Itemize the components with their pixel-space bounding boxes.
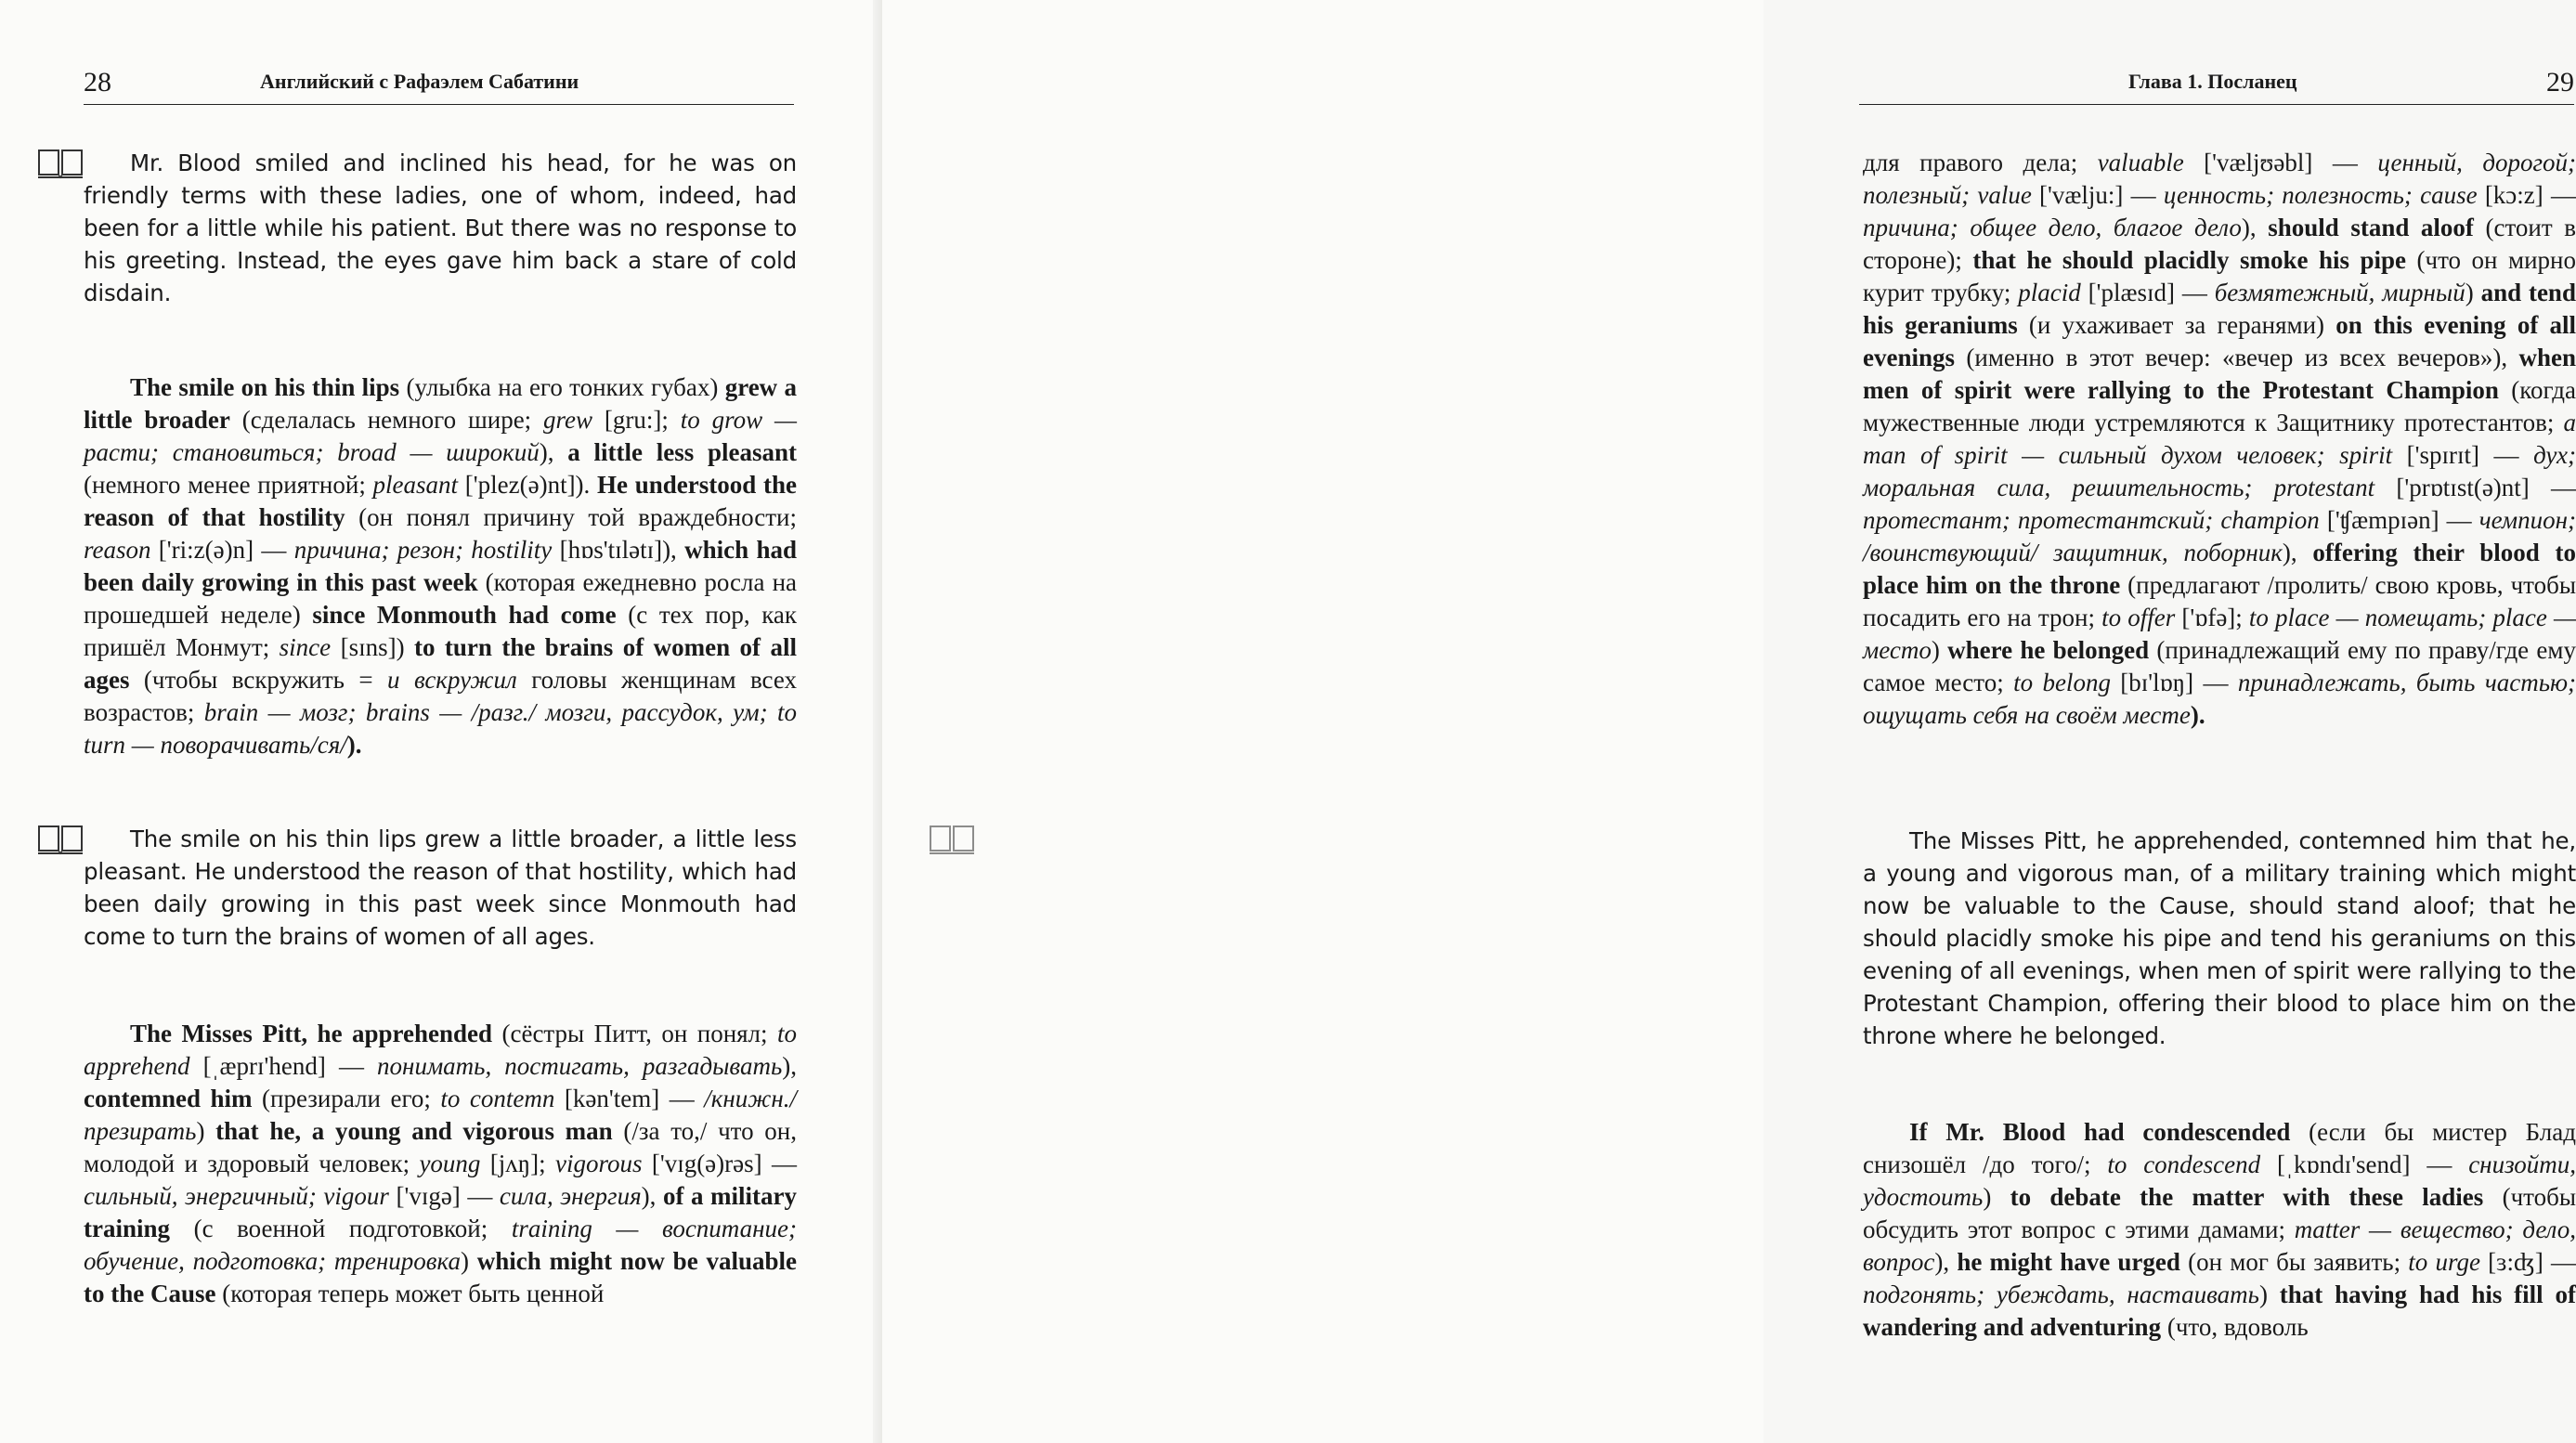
gloss-italic: to place — помещать; place — место xyxy=(1863,604,2576,664)
open-book-icon xyxy=(929,825,975,856)
translation-text: (которая ежедневно росла на прошедшей неделе) xyxy=(84,568,797,629)
translation-text: [jʌŋ]; xyxy=(480,1150,555,1177)
translation-text: (предлагают /пролить/ свою кровь, чтобы посадить его на трон; xyxy=(1863,571,2576,631)
page-number-left: 28 xyxy=(84,67,111,98)
annotated-paragraph-4 xyxy=(1863,1116,2576,1344)
gloss-italic: to contemn xyxy=(440,1085,555,1112)
translation-text: ) xyxy=(2258,1280,2280,1308)
gloss-italic: протестант; протестантский; champion xyxy=(1863,506,2320,534)
english-phrase: The Misses Pitt, he apprehended xyxy=(130,1020,493,1047)
annotated-text xyxy=(1863,147,2576,732)
english-phrase: he might have urged xyxy=(1957,1248,2180,1276)
translation-text: ), xyxy=(1934,1248,1958,1276)
translation-text: ), xyxy=(539,438,568,466)
translation-text: для правого дела; xyxy=(1863,149,2098,176)
translation-text: (презирали его; xyxy=(252,1085,441,1112)
gloss-italic: ценность; полезность; cause xyxy=(2163,181,2478,209)
gloss-italic: безмятежный, мирный xyxy=(2214,279,2465,306)
translation-text: (сделалась немного шире; xyxy=(229,406,544,434)
running-head-right: Глава 1. Посланец xyxy=(2128,70,2297,93)
english-phrase: when men of spirit were rallying to the Protestant Champion xyxy=(1863,344,2576,404)
gloss-italic: подгонять; убеждать, настаивать xyxy=(1863,1280,2259,1308)
gloss-italic: vigorous xyxy=(554,1150,643,1177)
translation-text: [kɔ:z] — xyxy=(2477,181,2576,209)
gloss-italic: a man of spirit — сильный духом человек; spirit xyxy=(1863,409,2576,469)
gloss-italic: понимать, постигать, разгадывать xyxy=(377,1052,783,1080)
gloss-italic: to offer xyxy=(2101,604,2176,631)
english-phrase: which might now be valuable to the Cause xyxy=(84,1247,797,1307)
translation-text: (если бы мистер Блад снизошёл /до того/; xyxy=(1863,1118,2576,1178)
english-phrase: ). xyxy=(2190,701,2205,729)
translation-text: ['væljʊəbl] — xyxy=(2183,149,2378,176)
annotated-paragraph-3 xyxy=(1863,147,2576,732)
english-phrase: ). xyxy=(346,731,362,759)
gloss-italic: matter — вещество; дело, вопрос xyxy=(1863,1216,2576,1276)
translation-text: (принадлежащий ему по праву/где ему самое место; xyxy=(1863,636,2576,696)
left-page xyxy=(0,0,882,1443)
right-page xyxy=(882,0,2576,1443)
annotated-text xyxy=(84,1018,797,1310)
english-phrase: contemned him xyxy=(84,1085,253,1112)
translation-text: (чтобы вскружить = xyxy=(129,666,388,694)
translation-text: (именно в этот вечер: «вечер из всех вечеров»), xyxy=(1955,344,2519,371)
english-phrase: since Monmouth had come xyxy=(312,601,617,629)
translation-text: ) xyxy=(1931,636,1948,664)
translation-text: ['plez(ə)nt]). xyxy=(458,471,598,499)
translation-text: (немного менее приятной; xyxy=(84,471,373,499)
gloss-italic: reason xyxy=(84,536,151,564)
translation-text: ['vɪg(ə)rəs] — xyxy=(642,1150,797,1177)
gloss-italic: ценный, дорогой; полезный; value xyxy=(1863,149,2576,209)
gloss-italic: grew xyxy=(543,406,593,434)
english-phrase: that he, a young and vigorous man xyxy=(215,1117,613,1145)
gloss-italic: и вскружил xyxy=(387,666,517,694)
gloss-italic: to apprehend xyxy=(84,1020,797,1080)
left-page-header xyxy=(84,67,794,105)
translation-text: [ˌæprɪ'hend] — xyxy=(189,1052,378,1080)
gloss-italic: to belong xyxy=(2013,669,2111,696)
gloss-italic: сильный, энергичный; vigour xyxy=(84,1182,389,1210)
annotated-text xyxy=(84,371,797,761)
gloss-italic: снизойти, удостоить xyxy=(1863,1150,2576,1211)
english-text: The Misses Pitt, he apprehended, contemned him that he, a young and vigorous man, of a military training which might now be valuable to the Cause, should stand aloof; that he should placidly smoke his pipe and tend his geraniums on this evening of all evenings, when men of spirit were rallying to the Protestant Champion, offering their blood to place him on the throne where he belonged. xyxy=(1863,827,2576,1049)
page-number-right: 29 xyxy=(2546,67,2574,98)
english-paragraph-2 xyxy=(84,823,797,953)
english-phrase: If Mr. Blood had condescended xyxy=(1909,1118,2291,1146)
gloss-italic: placid xyxy=(2018,279,2081,306)
gloss-italic: чемпион; /воинствующий/ защитник, поборник xyxy=(1863,506,2576,566)
translation-text: ) xyxy=(2465,279,2481,306)
gloss-italic: to grow — расти; становиться; broad — широкий xyxy=(84,406,797,466)
english-phrase: on this evening of all evenings xyxy=(1863,311,2576,371)
translation-text: [ɜ:ʤ] — xyxy=(2479,1248,2576,1276)
translation-text: ) xyxy=(460,1247,477,1275)
english-phrase: and tend his geraniums xyxy=(1863,279,2576,339)
translation-text: ['ɒfə]; xyxy=(2175,604,2249,631)
translation-text: [kən'tem] — xyxy=(554,1085,705,1112)
english-phrase: of a military training xyxy=(84,1182,797,1242)
translation-text: (когда мужественные люди устремляются к Защитнику протестантов; xyxy=(1863,376,2576,436)
translation-text: (с военной подготовкой; xyxy=(170,1215,512,1242)
translation-text: ['prɒtɪst(ə)nt] — xyxy=(2374,474,2576,501)
english-phrase: a little less pleasant xyxy=(567,438,797,466)
translation-text: (он понял причину той враждебности; xyxy=(345,503,797,531)
annotated-text xyxy=(1863,1116,2576,1344)
english-phrase: to turn the brains of women of all ages xyxy=(84,633,797,694)
gloss-italic: сила, энергия xyxy=(499,1182,642,1210)
translation-text: (которая теперь может быть ценной xyxy=(215,1280,605,1307)
running-head-left: Английский с Рафаэлем Сабатини xyxy=(260,70,579,93)
open-book-icon xyxy=(37,149,84,180)
english-phrase: which had been daily growing in this past week xyxy=(84,536,797,596)
english-phrase: offering their blood to place him on the throne xyxy=(1863,539,2576,599)
gloss-italic: valuable xyxy=(2097,149,2184,176)
translation-text: (с тех пор, как пришёл Монмут; xyxy=(84,601,798,661)
translation-text: ) xyxy=(196,1117,216,1145)
translation-text: ) xyxy=(1983,1183,2010,1211)
translation-text: (/за то,/ что он, молодой и здоровый человек; xyxy=(84,1117,797,1177)
gloss-italic: дух; моральная сила, решительность; protestant xyxy=(1863,441,2576,501)
english-phrase: to debate the matter with these ladies xyxy=(2010,1183,2484,1211)
gloss-italic: причина; резон; hostility xyxy=(293,536,553,564)
english-paragraph-3 xyxy=(1863,825,2576,1052)
translation-text: ['vɪgə] — xyxy=(388,1182,500,1210)
english-phrase: grew a little broader xyxy=(84,373,798,434)
annotated-paragraph-1 xyxy=(84,371,797,761)
english-phrase: where he belonged xyxy=(1947,636,2150,664)
gloss-italic: brain — мозг; brains — /разг./ мозги, рассудок, ум; to turn — поворачивать/ся/ xyxy=(84,698,797,759)
translation-text: (и ухаживает за геранями) xyxy=(2017,311,2336,339)
translation-text: ), xyxy=(2282,539,2313,566)
gloss-italic: training — воспитание; обучение, подготовка; тренировка xyxy=(84,1215,797,1275)
translation-text: [bɪ'lɒŋ] — xyxy=(2110,669,2238,696)
translation-text: (чтобы обсудить этот вопрос с этими дамами; xyxy=(1863,1183,2576,1243)
gloss-italic: pleasant xyxy=(372,471,459,499)
english-phrase: He understood the reason of that hostility xyxy=(84,471,797,531)
translation-text: [ˌkɒndɪ'send] — xyxy=(2260,1150,2469,1178)
translation-text: ['vælju:] — xyxy=(2031,181,2164,209)
translation-text: [sɪns]) xyxy=(331,633,414,661)
gloss-italic: принадлежать, быть частью; ощущать себя на своём месте xyxy=(1863,669,2576,729)
gloss-italic: to condescend xyxy=(2107,1150,2261,1178)
gloss-italic: причина; общее дело, благое дело xyxy=(1863,214,2242,241)
english-paragraph-1 xyxy=(84,147,797,309)
translation-text: (сёстры Питт, он понял; xyxy=(492,1020,777,1047)
translation-text: (улыбка на его тонких губах) xyxy=(399,373,725,401)
translation-text: ['plæsɪd] — xyxy=(2080,279,2215,306)
translation-text: (что, вдоволь xyxy=(2161,1313,2309,1341)
gloss-italic: /книжн./ презирать xyxy=(84,1085,797,1145)
translation-text: (стоит в стороне); xyxy=(1863,214,2576,274)
annotated-paragraph-2 xyxy=(84,1018,797,1310)
english-phrase: that he should placidly smoke his pipe xyxy=(1972,246,2407,274)
translation-text: (он мог бы заявить; xyxy=(2179,1248,2409,1276)
translation-text: ), xyxy=(641,1182,663,1210)
translation-text: ), xyxy=(2241,214,2269,241)
right-page-header xyxy=(1859,67,2574,105)
open-book-icon xyxy=(37,825,84,856)
translation-text: [hɒs'tɪlətɪ]), xyxy=(552,536,685,564)
translation-text: ['ri:z(ə)n] — xyxy=(150,536,294,564)
english-text: Mr. Blood smiled and inclined his head, for he was on friendly terms with these ladies, one of whom, indeed, had been for a little while his patient. But there was no response to his greeting. Instead, the eyes gave him back a stare of cold disdain. xyxy=(84,150,797,306)
english-phrase: The smile on his thin lips xyxy=(130,373,400,401)
english-text: The smile on his thin lips grew a little broader, a little less pleasant. He understood the reason of that hostility, which had been daily growing in this past week since Monmouth had come to turn the brains of women of all ages. xyxy=(84,826,797,950)
english-phrase: that having had his fill of wandering and adventuring xyxy=(1863,1280,2576,1341)
gloss-italic: to urge xyxy=(2408,1248,2480,1276)
translation-text: ), xyxy=(782,1052,797,1080)
translation-text: ['spɪrɪt] — xyxy=(2392,441,2534,469)
translation-text: ['ʧæmpɪən] — xyxy=(2319,506,2479,534)
gloss-italic: since xyxy=(279,633,332,661)
translation-text: головы женщинам всех возрастов; xyxy=(84,666,797,726)
english-phrase: should stand aloof xyxy=(2268,214,2474,241)
translation-text: (что он мирно курит трубку; xyxy=(1863,246,2576,306)
translation-text: [gru:]; xyxy=(592,406,681,434)
gloss-italic: young xyxy=(419,1150,481,1177)
